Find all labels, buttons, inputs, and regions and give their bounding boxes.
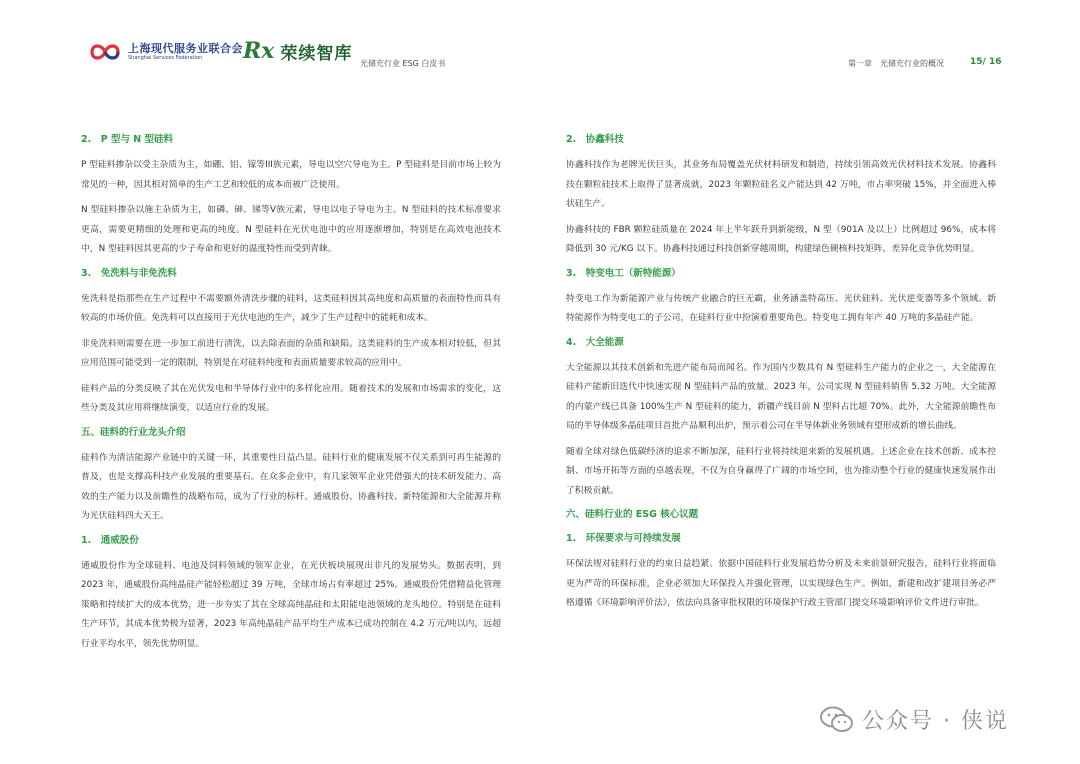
section-heading: 2. P 型与 N 型硅料 — [81, 134, 174, 145]
paragraph: 免洗料是指那些在生产过程中不需要额外清洗步骤的硅料，这类硅料因其高纯度和高质量的表面特性而具有较高的市场价值。免洗料可以直接用于光伏电池的生产，减少了生产过程中的能耗和成本。 — [81, 293, 501, 323]
federation-logo — [88, 40, 243, 64]
right-column — [566, 132, 996, 620]
left-column — [81, 132, 501, 660]
section-heading: 4. 大全能源 — [566, 336, 624, 348]
paragraph: N 型硅料掺杂以施主杂质为主，如磷、砷、锑等V族元素，导电以电子导电为主。N 型硅料的技术标准要求更高，需要更精细的处理和更高的纯度。N 型硅料在光伏电池中的应用逐渐增加，特别是在高效电池技术中，N 型硅料因其更高的少子寿命和更好的温度特性而受到青睐。 — [81, 205, 501, 254]
wechat-icon — [820, 706, 854, 734]
think-tank-logo — [243, 38, 352, 64]
section-heading: 六、硅料行业的 ESG 核心议题 — [566, 509, 699, 520]
paragraph: 硅料作为清洁能源产业链中的关键一环，其重要性日益凸显。硅料行业的健康发展不仅关系到可再生能源的普及，也是支撑高科技产业发展的重要基石。在众多企业中，有几家领军企业凭借强大的技术研发能力、高效的生产能力以及前瞻性的战略布局，成为了行业的标杆。通威股份、协鑫科技、新特能源和大全能源并称为光伏硅料四大天王。 — [81, 452, 501, 521]
document-title: 光储充行业 ESG 白皮书 — [360, 59, 446, 68]
section-heading: 3. 免洗料与非免洗料 — [81, 267, 177, 279]
paragraph: P 型硅料掺杂以受主杂质为主，如硼、铝、镓等III族元素，导电以空穴导电为主。P 型硅料是目前市场上较为常见的一种，因其相对简单的生产工艺和较低的成本而被广泛使用。 — [81, 160, 501, 190]
paragraph: 环保法规对硅料行业的约束日益趋紧。依据中国硅料行业发展趋势分析及未来前景研究报告，硅料行业将面临更为严苛的环保标准，企业必须加大环保投入并强化管理，以实现绿色生产。例如，新建和改扩建项目务必严格遵循《环境影响评价法》，依法向具备审批权限的环境保护行政主管部门提交环境影响评价文件进行审批。 — [566, 559, 996, 608]
chapter-title: 第一章 光储充行业的概况 — [848, 59, 944, 68]
paragraph: 随着全球对绿色低碳经济的追求不断加深，硅料行业将持续迎来新的发展机遇。上述企业在技术创新、成本控制、市场开拓等方面的卓越表现，不仅为自身赢得了广阔的市场空间，也为推动整个行业的健康快速发展作出了积极贡献。 — [566, 446, 996, 496]
paragraph: 大全能源以其技术创新和先进产能布局而闻名。作为国内少数具有 N 型硅料生产能力的企业之一，大全能源在硅料产能新旧迭代中快速实现 N 型硅料产品的放量。2023 年，公司实现 N 型硅料销售 5.32 万吨。大全能源的内蒙产线已具备 100%生产 N 型硅料的能力，新疆产线目前 N 型料占比超 70%。此外，大全能源前瞻性布局的半导体级多晶硅项目首批产品顺利出炉，预示着公司在半导体新业务领域有望形成新的增长曲线。 — [566, 362, 996, 431]
watermark-text: 公众号 · 侠说 — [862, 709, 1009, 734]
section-heading: 2. 协鑫科技 — [566, 134, 624, 145]
paragraph: 通威股份作为全球硅料、电池及饲料领域的领军企业，在光伏板块展现出非凡的发展势头。数据表明，到 2023 年，通威股份高纯晶硅产能轻松超过 39 万吨，全球市场占有率超过 25%。通威股份凭借精益化管理策略和持续扩大的成本优势，进一步夯实了其在全球高纯晶硅和太阳能电池领域的龙头地位。特别是在硅料生产环节，其成本优势极为显著，2023 年高纯晶硅产品平均生产成本已成功控制在 4.2 万元/吨以内，远超行业平均水平，领先优势明显。 — [81, 560, 501, 649]
section-heading: 1. 通威股份 — [81, 534, 139, 546]
paragraph: 特变电工作为新能源产业与传统产业融合的巨无霸，业务涵盖特高压、光伏硅料、光伏逆变器等多个领域。新特能源作为特变电工的子公司，在硅料行业中扮演着重要角色。特变电工拥有年产 40 万吨的多晶硅产能。 — [566, 293, 996, 323]
federation-name: 上海现代服务业联合会 — [128, 42, 243, 55]
section-heading: 五、硅料的行业龙头介绍 — [81, 426, 186, 438]
paragraph: 非免洗料则需要在进一步加工前进行清洗，以去除表面的杂质和缺陷。这类硅料的生产成本相对较低，但其应用范围可能受到一定的限制，特别是在对硅料纯度和表面质量要求较高的应用中。 — [81, 338, 501, 368]
section-heading: 1. 环保要求与可持续发展 — [566, 533, 681, 544]
paragraph: 硅料产品的分类反映了其在光伏发电和半导体行业中的多样化应用。随着技术的发展和市场需求的变化，这些分类及其应用将继续演变，以适应行业的发展。 — [81, 383, 501, 413]
wechat-watermark — [820, 704, 1009, 735]
paragraph: 协鑫科技的 FBR 颗粒硅质量在 2024 年上半年跃升到新能级，N 型（901A 及以上）比例超过 96%，成本将降低到 30 元/KG 以下。协鑫科技通过科技创新穿越周期，构建绿色硬核科技矩阵，差异化竞争优势明显。 — [566, 224, 996, 254]
section-heading: 3. 特变电工（新特能源） — [566, 267, 681, 279]
federation-name-en: Shanghai Services Federation — [128, 55, 203, 61]
paragraph: 协鑫科技作为老牌光伏巨头，其业务布局覆盖光伏材料研发和制造，持续引领高效光伏材料技术发展。协鑫科技在颗粒硅技术上取得了显著成就，2023 年颗粒硅名义产能达到 42 万吨，市占率突破 15%，并全面进入棒状硅生产。 — [566, 160, 996, 209]
think-tank-logo-mark: Rx — [243, 38, 275, 64]
page-header — [0, 0, 1080, 80]
federation-logo-icon — [88, 40, 122, 64]
page-number: 15/ 16 — [970, 57, 1002, 67]
think-tank-name: 荣续智库 — [280, 43, 353, 64]
